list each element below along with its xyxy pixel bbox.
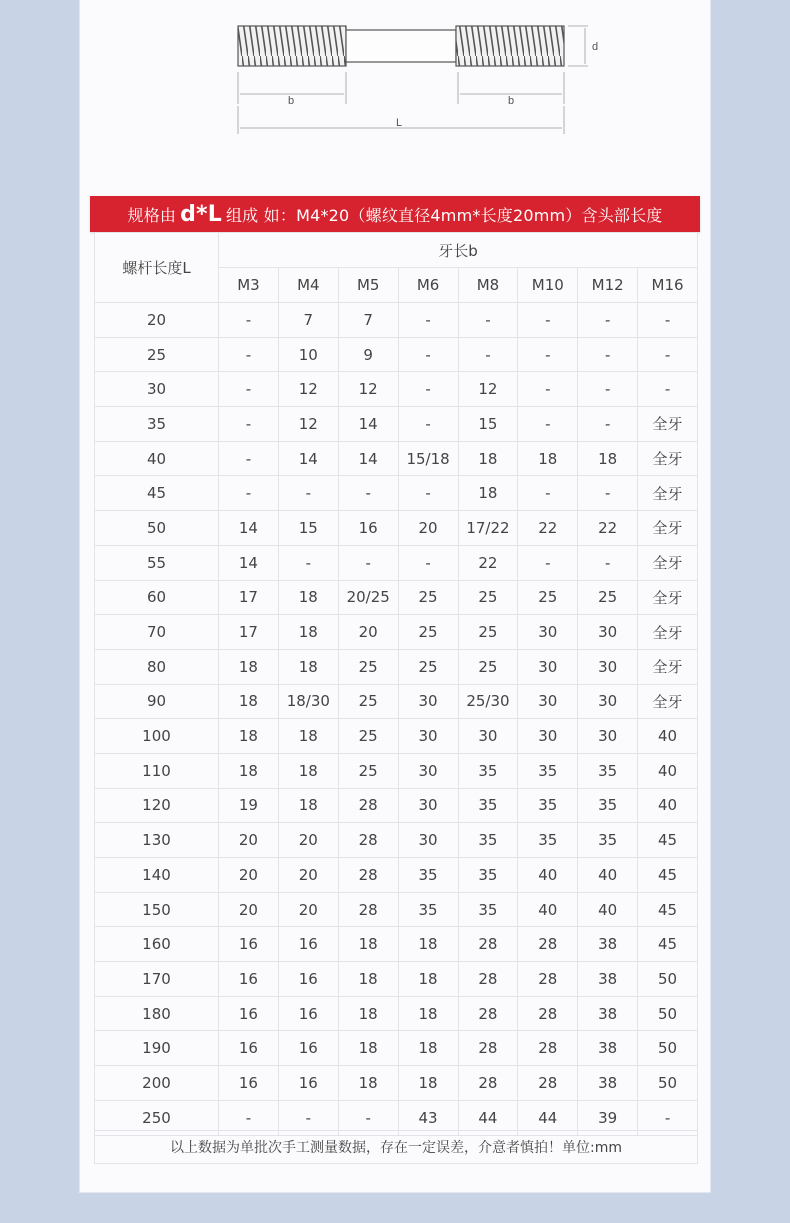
thread-length-cell: 30 <box>518 649 578 684</box>
group-header: 牙长b <box>219 233 698 268</box>
thread-length-cell: 25 <box>338 719 398 754</box>
thread-length-cell: 14 <box>219 545 279 580</box>
column-header: M5 <box>338 268 398 303</box>
thread-length-cell: 10 <box>278 337 338 372</box>
thread-length-cell: 17/22 <box>458 511 518 546</box>
length-cell: 90 <box>95 684 219 719</box>
thread-length-cell: 50 <box>638 962 698 997</box>
double-end-stud-diagram <box>230 14 620 144</box>
thread-length-cell: 22 <box>518 511 578 546</box>
thread-length-cell: 17 <box>219 615 279 650</box>
thread-length-cell: 18 <box>219 753 279 788</box>
table-row <box>95 858 698 893</box>
thread-length-cell: 19 <box>219 788 279 823</box>
thread-length-cell: 35 <box>398 892 458 927</box>
thread-length-cell: 30 <box>578 684 638 719</box>
thread-length-cell: 45 <box>638 823 698 858</box>
thread-length-cell: 16 <box>219 962 279 997</box>
thread-length-cell: 12 <box>278 372 338 407</box>
thread-length-cell: - <box>578 545 638 580</box>
thread-length-cell: 18 <box>338 1066 398 1101</box>
thread-length-cell: - <box>458 303 518 338</box>
thread-length-cell: 28 <box>338 788 398 823</box>
column-header: M12 <box>578 268 638 303</box>
table-row <box>95 823 698 858</box>
column-header: M8 <box>458 268 518 303</box>
thread-length-cell: - <box>219 303 279 338</box>
thread-length-cell: 12 <box>458 372 518 407</box>
table-row <box>95 788 698 823</box>
length-cell: 40 <box>95 441 219 476</box>
thread-length-cell: 14 <box>338 407 398 442</box>
thread-length-cell: 12 <box>338 372 398 407</box>
thread-length-cell: 7 <box>338 303 398 338</box>
thread-length-cell: 35 <box>518 823 578 858</box>
thread-length-cell: 20 <box>219 823 279 858</box>
banner-formula: d*L <box>180 201 222 227</box>
table-row <box>95 407 698 442</box>
thread-length-cell: 16 <box>278 962 338 997</box>
thread-length-cell: 40 <box>578 892 638 927</box>
thread-length-cell: 30 <box>578 615 638 650</box>
thread-length-cell: 20 <box>219 858 279 893</box>
thread-length-cell: 16 <box>219 1031 279 1066</box>
banner-suffix: 组成 如：M4*20（螺纹直径4mm*长度20mm）含头部长度 <box>225 205 663 225</box>
thread-length-cell: - <box>278 1100 338 1135</box>
length-cell: 55 <box>95 545 219 580</box>
thread-length-cell: 18 <box>278 580 338 615</box>
length-cell: 160 <box>95 927 219 962</box>
thread-length-cell: 15 <box>278 511 338 546</box>
thread-length-cell: 38 <box>578 927 638 962</box>
thread-length-cell: 25 <box>338 649 398 684</box>
thread-length-cell: 18 <box>278 615 338 650</box>
length-cell: 50 <box>95 511 219 546</box>
thread-length-cell: 16 <box>278 927 338 962</box>
b-left-label: b <box>288 95 295 107</box>
table-row <box>95 1031 698 1066</box>
thread-length-cell: - <box>518 407 578 442</box>
thread-length-cell: 7 <box>278 303 338 338</box>
thread-length-cell: 35 <box>518 788 578 823</box>
length-cell: 110 <box>95 753 219 788</box>
thread-length-cell: 18 <box>338 962 398 997</box>
thread-length-cell: 35 <box>458 892 518 927</box>
thread-length-cell: 18 <box>278 649 338 684</box>
thread-length-cell: 25 <box>398 615 458 650</box>
thread-length-cell: 16 <box>338 511 398 546</box>
length-cell: 200 <box>95 1066 219 1101</box>
thread-length-cell: 40 <box>638 753 698 788</box>
thread-length-cell: 25/30 <box>458 684 518 719</box>
thread-length-cell: 50 <box>638 1066 698 1101</box>
table-row <box>95 476 698 511</box>
thread-length-cell: - <box>578 303 638 338</box>
thread-length-cell: 35 <box>398 858 458 893</box>
thread-length-cell: 18 <box>219 684 279 719</box>
thread-length-cell: 16 <box>278 1031 338 1066</box>
thread-length-cell: 44 <box>518 1100 578 1135</box>
column-header: M3 <box>219 268 279 303</box>
thread-length-cell: 18 <box>398 1031 458 1066</box>
thread-length-cell: - <box>518 545 578 580</box>
thread-length-cell: - <box>638 303 698 338</box>
table-row <box>95 580 698 615</box>
thread-length-cell: - <box>278 545 338 580</box>
thread-length-cell: 30 <box>398 823 458 858</box>
b-right-label: b <box>508 95 515 107</box>
thread-length-cell: - <box>578 372 638 407</box>
table-row <box>95 719 698 754</box>
thread-length-cell: 20 <box>398 511 458 546</box>
thread-length-cell: 35 <box>458 823 518 858</box>
thread-length-cell: 30 <box>398 788 458 823</box>
thread-length-cell: 18 <box>219 719 279 754</box>
thread-length-cell: - <box>219 337 279 372</box>
thread-length-cell: - <box>578 407 638 442</box>
thread-length-cell: - <box>219 372 279 407</box>
spec-banner <box>90 196 700 232</box>
thread-length-cell: - <box>398 545 458 580</box>
thread-length-cell: 18 <box>578 441 638 476</box>
thread-length-cell: 28 <box>458 927 518 962</box>
table-row <box>95 649 698 684</box>
thread-length-cell: - <box>219 1100 279 1135</box>
length-cell: 45 <box>95 476 219 511</box>
table-row <box>95 303 698 338</box>
thread-length-cell: 18 <box>219 649 279 684</box>
thread-length-cell: 12 <box>278 407 338 442</box>
thread-length-cell: 50 <box>638 996 698 1031</box>
thread-length-cell: 28 <box>338 858 398 893</box>
L-label: L <box>396 117 403 129</box>
thread-length-cell: - <box>518 303 578 338</box>
table-row <box>95 1066 698 1101</box>
thread-length-cell: - <box>518 476 578 511</box>
thread-length-cell: 20 <box>278 892 338 927</box>
thread-length-cell: 44 <box>458 1100 518 1135</box>
thread-length-cell: 全牙 <box>638 545 698 580</box>
thread-length-cell: 28 <box>518 1066 578 1101</box>
length-cell: 140 <box>95 858 219 893</box>
thread-length-cell: 45 <box>638 858 698 893</box>
thread-length-cell: 28 <box>518 927 578 962</box>
thread-length-cell: 35 <box>518 753 578 788</box>
thread-length-cell: 25 <box>458 649 518 684</box>
thread-length-cell: - <box>219 407 279 442</box>
thread-length-cell: 30 <box>398 753 458 788</box>
length-cell: 70 <box>95 615 219 650</box>
table-row <box>95 615 698 650</box>
thread-length-cell: 28 <box>518 962 578 997</box>
thread-length-cell: 30 <box>578 719 638 754</box>
thread-length-cell: 40 <box>638 788 698 823</box>
thread-length-cell: 45 <box>638 927 698 962</box>
length-cell: 100 <box>95 719 219 754</box>
thread-length-cell: 45 <box>638 892 698 927</box>
column-header: M6 <box>398 268 458 303</box>
thread-length-cell: 38 <box>578 962 638 997</box>
thread-length-cell: - <box>338 545 398 580</box>
right-thread <box>456 26 564 66</box>
thread-length-cell: 25 <box>398 580 458 615</box>
table-row <box>95 441 698 476</box>
length-cell: 35 <box>95 407 219 442</box>
thread-length-cell: 40 <box>518 892 578 927</box>
length-cell: 250 <box>95 1100 219 1135</box>
thread-length-cell: 18 <box>338 1031 398 1066</box>
thread-length-cell: 40 <box>638 719 698 754</box>
length-cell: 120 <box>95 788 219 823</box>
thread-length-cell: 30 <box>398 719 458 754</box>
thread-length-cell: 25 <box>338 684 398 719</box>
thread-length-cell: - <box>398 476 458 511</box>
row-header: 螺杆长度L <box>95 233 219 303</box>
thread-length-cell: - <box>219 441 279 476</box>
thread-length-cell: 20 <box>219 892 279 927</box>
thread-length-cell: 16 <box>278 1066 338 1101</box>
thread-length-cell: 25 <box>398 649 458 684</box>
table-row <box>95 684 698 719</box>
thread-length-cell: 14 <box>338 441 398 476</box>
table-row <box>95 511 698 546</box>
length-cell: 25 <box>95 337 219 372</box>
thread-length-cell: 30 <box>518 615 578 650</box>
thread-length-cell: 18/30 <box>278 684 338 719</box>
length-cell: 60 <box>95 580 219 615</box>
thread-length-cell: 18 <box>338 927 398 962</box>
thread-length-cell: 16 <box>219 927 279 962</box>
thread-length-cell: 18 <box>458 476 518 511</box>
thread-length-cell: 30 <box>518 719 578 754</box>
thread-length-cell: 18 <box>278 753 338 788</box>
left-thread <box>238 26 346 66</box>
thread-length-cell: 30 <box>458 719 518 754</box>
length-cell: 150 <box>95 892 219 927</box>
thread-length-cell: 全牙 <box>638 407 698 442</box>
thread-length-cell: 16 <box>219 1066 279 1101</box>
thread-length-cell: 25 <box>578 580 638 615</box>
thread-length-cell: 30 <box>398 684 458 719</box>
thread-length-cell: 15/18 <box>398 441 458 476</box>
thread-length-cell: 25 <box>458 615 518 650</box>
thread-length-cell: - <box>398 407 458 442</box>
thread-length-cell: 14 <box>278 441 338 476</box>
thread-length-cell: 20 <box>338 615 398 650</box>
thread-length-cell: 18 <box>278 788 338 823</box>
thread-length-cell: 28 <box>518 1031 578 1066</box>
table-row <box>95 545 698 580</box>
thread-length-cell: 40 <box>578 858 638 893</box>
thread-length-cell: 25 <box>338 753 398 788</box>
table-row <box>95 337 698 372</box>
thread-length-cell: 38 <box>578 1031 638 1066</box>
thread-length-cell: - <box>578 337 638 372</box>
thread-length-cell: 38 <box>578 996 638 1031</box>
thread-length-cell: - <box>458 337 518 372</box>
thread-length-cell: - <box>398 303 458 338</box>
column-header: M10 <box>518 268 578 303</box>
thread-length-cell: 18 <box>278 719 338 754</box>
thread-length-cell: 50 <box>638 1031 698 1066</box>
thread-length-cell: 35 <box>578 823 638 858</box>
thread-length-cell: - <box>578 476 638 511</box>
thread-length-cell: 20/25 <box>338 580 398 615</box>
thread-length-cell: 25 <box>518 580 578 615</box>
thread-length-cell: 全牙 <box>638 511 698 546</box>
thread-length-cell: - <box>338 1100 398 1135</box>
thread-length-cell: 18 <box>398 962 458 997</box>
length-cell: 180 <box>95 996 219 1031</box>
column-header: M16 <box>638 268 698 303</box>
thread-length-cell: 15 <box>458 407 518 442</box>
thread-length-cell: 28 <box>338 892 398 927</box>
length-cell: 20 <box>95 303 219 338</box>
d-label: d <box>592 41 599 53</box>
table-row <box>95 927 698 962</box>
thread-length-cell: 30 <box>518 684 578 719</box>
thread-length-cell: 18 <box>458 441 518 476</box>
thread-length-cell: 28 <box>458 962 518 997</box>
column-header: M4 <box>278 268 338 303</box>
thread-length-cell: 40 <box>518 858 578 893</box>
thread-length-cell: 9 <box>338 337 398 372</box>
thread-length-cell: 18 <box>398 927 458 962</box>
table-row <box>95 996 698 1031</box>
thread-length-cell: 22 <box>578 511 638 546</box>
thread-length-cell: 全牙 <box>638 615 698 650</box>
table-row <box>95 372 698 407</box>
thread-length-cell: 全牙 <box>638 580 698 615</box>
thread-length-cell: - <box>638 337 698 372</box>
thread-length-cell: 35 <box>458 858 518 893</box>
thread-length-cell: 全牙 <box>638 476 698 511</box>
thread-length-cell: - <box>638 1100 698 1135</box>
thread-length-cell: 43 <box>398 1100 458 1135</box>
thread-length-cell: 28 <box>458 1031 518 1066</box>
thread-length-cell: 28 <box>518 996 578 1031</box>
length-cell: 170 <box>95 962 219 997</box>
shank <box>346 30 456 62</box>
thread-length-cell: 16 <box>219 996 279 1031</box>
thread-length-cell: 35 <box>578 788 638 823</box>
length-cell: 130 <box>95 823 219 858</box>
thread-length-cell: 28 <box>458 1066 518 1101</box>
thread-length-cell: 35 <box>458 753 518 788</box>
table-row <box>95 962 698 997</box>
table-row <box>95 892 698 927</box>
thread-length-cell: - <box>518 337 578 372</box>
thread-length-cell: 28 <box>458 996 518 1031</box>
thread-length-cell: - <box>518 372 578 407</box>
thread-length-cell: - <box>398 372 458 407</box>
thread-length-cell: - <box>638 372 698 407</box>
thread-length-cell: 20 <box>278 823 338 858</box>
thread-length-cell: - <box>398 337 458 372</box>
thread-length-cell: 35 <box>578 753 638 788</box>
thread-length-cell: 全牙 <box>638 441 698 476</box>
measurement-note: 以上数据为单批次手工测量数据，存在一定误差，介意者慎拍！单位:mm <box>94 1130 698 1164</box>
thread-length-cell: - <box>278 476 338 511</box>
thread-length-cell: 39 <box>578 1100 638 1135</box>
thread-length-cell: 14 <box>219 511 279 546</box>
length-cell: 190 <box>95 1031 219 1066</box>
thread-length-cell: 全牙 <box>638 684 698 719</box>
thread-length-cell: 22 <box>458 545 518 580</box>
thread-length-cell: 35 <box>458 788 518 823</box>
thread-length-cell: 全牙 <box>638 649 698 684</box>
thread-length-cell: 28 <box>338 823 398 858</box>
thread-length-cell: - <box>338 476 398 511</box>
thread-length-cell: 25 <box>458 580 518 615</box>
thread-length-cell: 18 <box>338 996 398 1031</box>
length-cell: 30 <box>95 372 219 407</box>
thread-length-cell: 18 <box>518 441 578 476</box>
length-cell: 80 <box>95 649 219 684</box>
thread-length-cell: 20 <box>278 858 338 893</box>
thread-length-cell: 38 <box>578 1066 638 1101</box>
thread-length-cell: 18 <box>398 996 458 1031</box>
banner-prefix: 规格由 <box>127 205 177 225</box>
thread-length-table <box>94 232 698 1136</box>
thread-length-cell: 18 <box>398 1066 458 1101</box>
table-row <box>95 753 698 788</box>
thread-length-cell: 16 <box>278 996 338 1031</box>
thread-length-cell: 30 <box>578 649 638 684</box>
thread-length-cell: - <box>219 476 279 511</box>
thread-length-cell: 17 <box>219 580 279 615</box>
